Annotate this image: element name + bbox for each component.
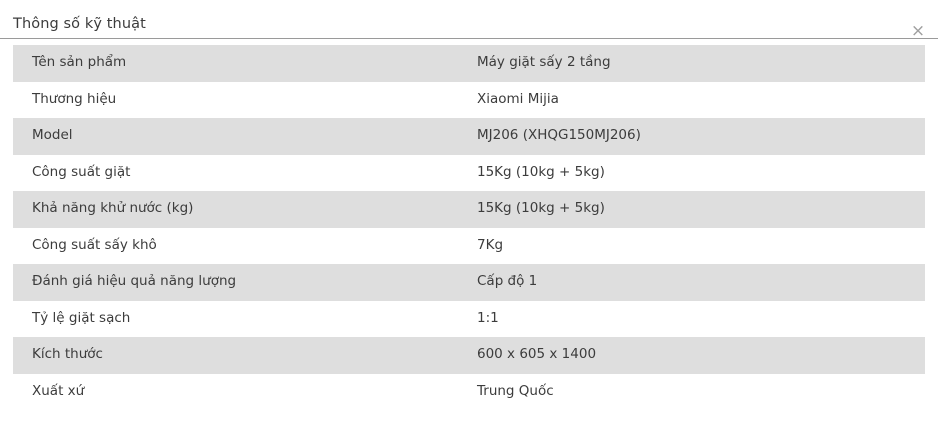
spec-value: Trung Quốc xyxy=(477,382,554,399)
spec-value: Máy giặt sấy 2 tầng xyxy=(477,54,611,71)
spec-label: Khả năng khử nước (kg) xyxy=(32,200,194,217)
spec-value: 7Kg xyxy=(477,236,504,253)
spec-label: Công suất giặt xyxy=(32,163,131,180)
spec-label: Xuất xứ xyxy=(32,382,85,399)
spec-value: 15Kg (10kg + 5kg) xyxy=(477,200,605,217)
table-row xyxy=(13,82,925,119)
spec-label: Model xyxy=(32,127,73,144)
spec-label: Công suất sấy khô xyxy=(32,236,157,253)
table-row xyxy=(13,45,925,82)
spec-label: Tỷ lệ giặt sạch xyxy=(32,309,131,326)
spec-value: 15Kg (10kg + 5kg) xyxy=(477,163,605,180)
table-row xyxy=(13,228,925,265)
spec-table xyxy=(13,45,925,410)
spec-table-wrap xyxy=(0,45,938,410)
spec-value: Cấp độ 1 xyxy=(477,273,538,290)
table-row xyxy=(13,301,925,338)
modal-header xyxy=(0,0,938,39)
table-row xyxy=(13,374,925,411)
table-row xyxy=(13,264,925,301)
spec-value: MJ206 (XHQG150MJ206) xyxy=(477,127,641,144)
spec-table-body xyxy=(13,45,925,410)
spec-value: 1:1 xyxy=(477,309,499,326)
table-row xyxy=(13,337,925,374)
spec-label: Tên sản phẩm xyxy=(32,54,127,71)
spec-label: Đánh giá hiệu quả năng lượng xyxy=(32,273,237,290)
table-row xyxy=(13,118,925,155)
close-icon[interactable]: × xyxy=(910,21,926,41)
spec-label: Thương hiệu xyxy=(32,90,117,107)
page-title: Thông số kỹ thuật xyxy=(13,16,146,32)
spec-value: Xiaomi Mijia xyxy=(477,90,559,107)
spec-value: 600 x 605 x 1400 xyxy=(477,346,597,363)
table-row xyxy=(13,155,925,192)
table-row xyxy=(13,191,925,228)
spec-label: Kích thước xyxy=(32,346,103,363)
